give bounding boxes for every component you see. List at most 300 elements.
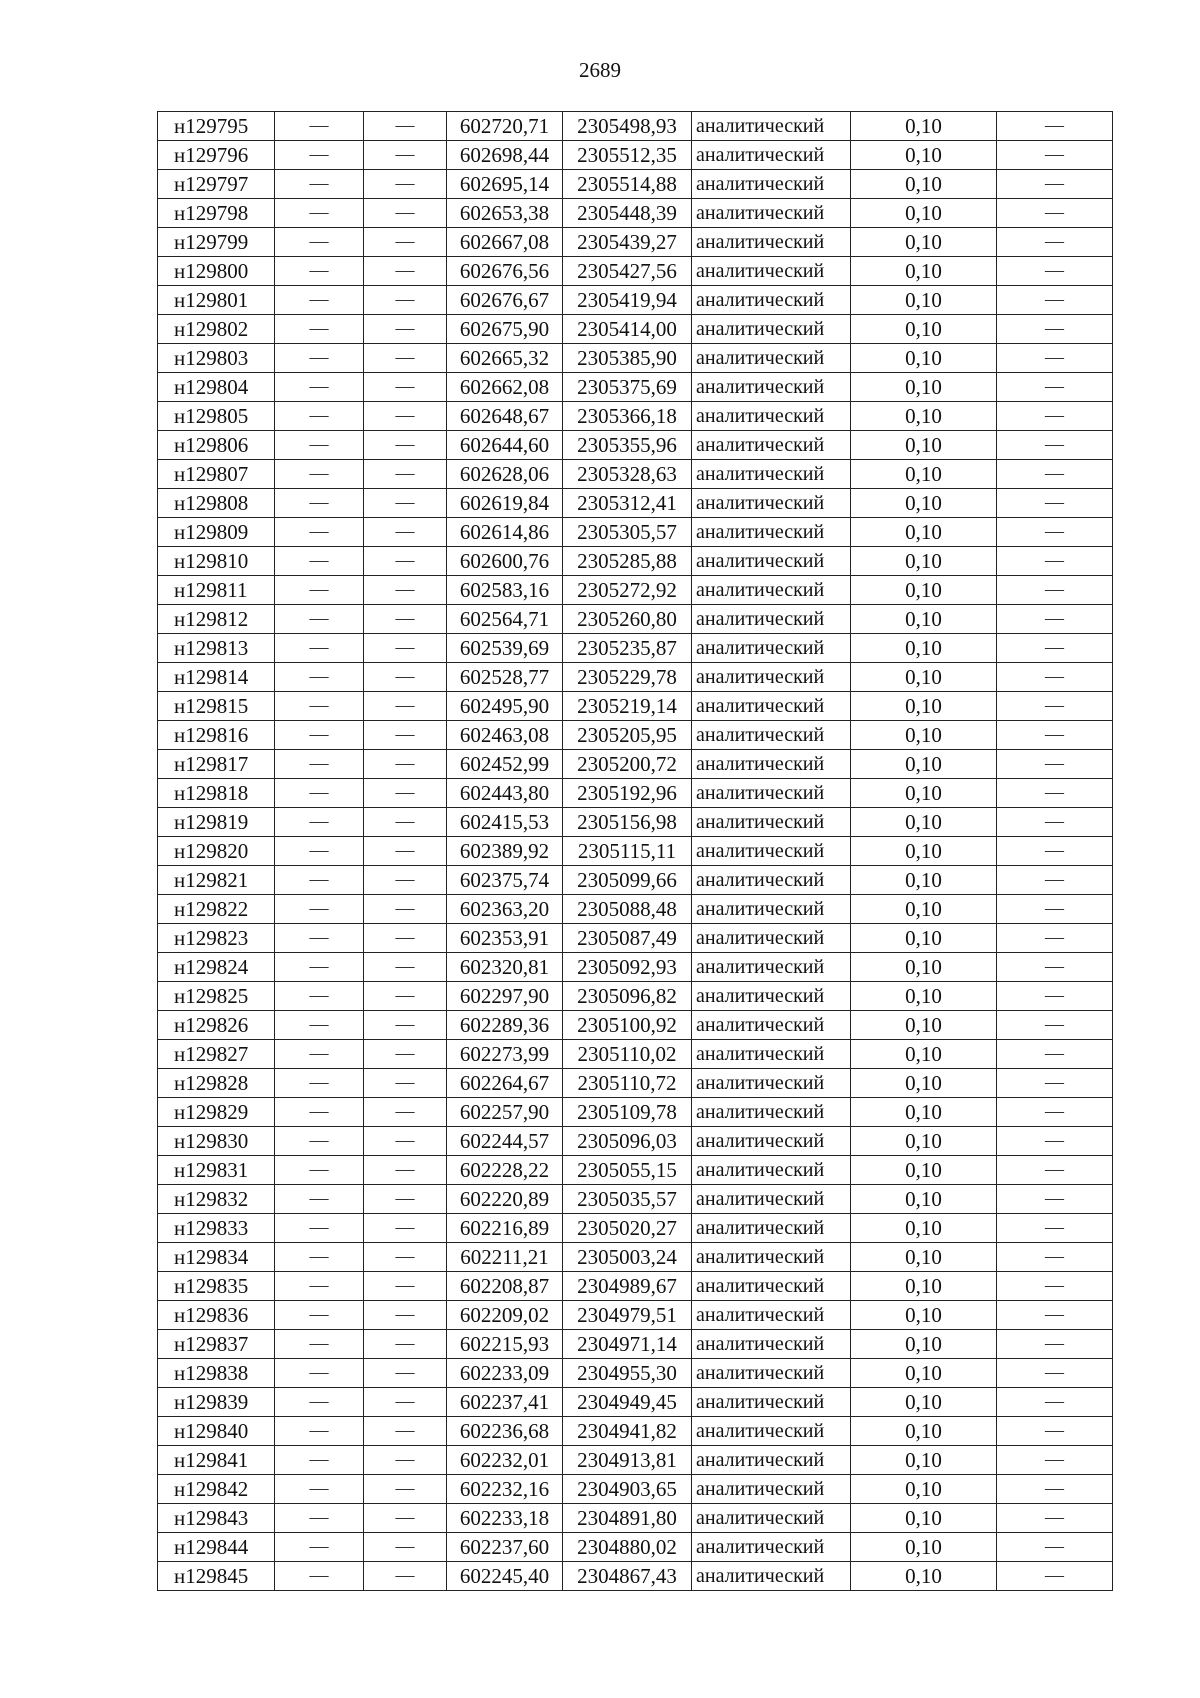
y-coordinate-cell: 2304979,51 xyxy=(563,1301,692,1330)
method-cell: аналитический xyxy=(692,1446,851,1475)
dash-cell: — xyxy=(997,924,1113,953)
point-name-cell: н129810 xyxy=(158,547,275,576)
y-coordinate-cell: 2305514,88 xyxy=(563,170,692,199)
x-coordinate-cell: 602720,71 xyxy=(447,112,563,141)
x-coordinate-cell: 602220,89 xyxy=(447,1185,563,1214)
accuracy-cell: 0,10 xyxy=(851,837,997,866)
dash-cell: — xyxy=(275,866,364,895)
dash-cell: — xyxy=(364,518,447,547)
point-name-cell: н129825 xyxy=(158,982,275,1011)
dash-cell: — xyxy=(275,170,364,199)
dash-cell: — xyxy=(997,750,1113,779)
method-cell: аналитический xyxy=(692,1301,851,1330)
dash-cell: — xyxy=(997,692,1113,721)
y-coordinate-cell: 2305260,80 xyxy=(563,605,692,634)
y-coordinate-cell: 2305110,72 xyxy=(563,1069,692,1098)
dash-cell: — xyxy=(364,547,447,576)
dash-cell: — xyxy=(997,1127,1113,1156)
dash-cell: — xyxy=(275,1446,364,1475)
point-name-cell: н129838 xyxy=(158,1359,275,1388)
dash-cell: — xyxy=(275,1185,364,1214)
dash-cell: — xyxy=(275,837,364,866)
dash-cell: — xyxy=(364,170,447,199)
method-cell: аналитический xyxy=(692,808,851,837)
method-cell: аналитический xyxy=(692,547,851,576)
dash-cell: — xyxy=(997,1446,1113,1475)
point-name-cell: н129836 xyxy=(158,1301,275,1330)
dash-cell: — xyxy=(364,982,447,1011)
dash-cell: — xyxy=(997,518,1113,547)
point-name-cell: н129840 xyxy=(158,1417,275,1446)
dash-cell: — xyxy=(275,982,364,1011)
point-name-cell: н129839 xyxy=(158,1388,275,1417)
dash-cell: — xyxy=(364,576,447,605)
dash-cell: — xyxy=(275,1417,364,1446)
dash-cell: — xyxy=(997,1504,1113,1533)
dash-cell: — xyxy=(997,1011,1113,1040)
accuracy-cell: 0,10 xyxy=(851,605,997,634)
x-coordinate-cell: 602452,99 xyxy=(447,750,563,779)
accuracy-cell: 0,10 xyxy=(851,228,997,257)
y-coordinate-cell: 2304880,02 xyxy=(563,1533,692,1562)
point-name-cell: н129801 xyxy=(158,286,275,315)
y-coordinate-cell: 2305020,27 xyxy=(563,1214,692,1243)
x-coordinate-cell: 602236,68 xyxy=(447,1417,563,1446)
point-name-cell: н129845 xyxy=(158,1562,275,1591)
dash-cell: — xyxy=(364,1446,447,1475)
dash-cell: — xyxy=(997,1272,1113,1301)
y-coordinate-cell: 2305448,39 xyxy=(563,199,692,228)
method-cell: аналитический xyxy=(692,489,851,518)
dash-cell: — xyxy=(997,373,1113,402)
table-row xyxy=(158,1301,1113,1330)
dash-cell: — xyxy=(364,692,447,721)
point-name-cell: н129813 xyxy=(158,634,275,663)
dash-cell: — xyxy=(364,431,447,460)
dash-cell: — xyxy=(275,373,364,402)
x-coordinate-cell: 602208,87 xyxy=(447,1272,563,1301)
method-cell: аналитический xyxy=(692,895,851,924)
x-coordinate-cell: 602228,22 xyxy=(447,1156,563,1185)
method-cell: аналитический xyxy=(692,1475,851,1504)
y-coordinate-cell: 2305366,18 xyxy=(563,402,692,431)
accuracy-cell: 0,10 xyxy=(851,518,997,547)
method-cell: аналитический xyxy=(692,634,851,663)
dash-cell: — xyxy=(997,1359,1113,1388)
method-cell: аналитический xyxy=(692,1388,851,1417)
table-row xyxy=(158,1330,1113,1359)
dash-cell: — xyxy=(997,1301,1113,1330)
x-coordinate-cell: 602698,44 xyxy=(447,141,563,170)
point-name-cell: н129800 xyxy=(158,257,275,286)
point-name-cell: н129804 xyxy=(158,373,275,402)
method-cell: аналитический xyxy=(692,663,851,692)
table-row xyxy=(158,1098,1113,1127)
dash-cell: — xyxy=(997,1069,1113,1098)
method-cell: аналитический xyxy=(692,141,851,170)
point-name-cell: н129818 xyxy=(158,779,275,808)
dash-cell: — xyxy=(275,1127,364,1156)
dash-cell: — xyxy=(997,460,1113,489)
point-name-cell: н129844 xyxy=(158,1533,275,1562)
dash-cell: — xyxy=(364,460,447,489)
accuracy-cell: 0,10 xyxy=(851,750,997,779)
y-coordinate-cell: 2305096,82 xyxy=(563,982,692,1011)
dash-cell: — xyxy=(364,286,447,315)
dash-cell: — xyxy=(275,489,364,518)
accuracy-cell: 0,10 xyxy=(851,1562,997,1591)
point-name-cell: н129832 xyxy=(158,1185,275,1214)
accuracy-cell: 0,10 xyxy=(851,1504,997,1533)
dash-cell: — xyxy=(997,141,1113,170)
y-coordinate-cell: 2305035,57 xyxy=(563,1185,692,1214)
method-cell: аналитический xyxy=(692,228,851,257)
y-coordinate-cell: 2305092,93 xyxy=(563,953,692,982)
x-coordinate-cell: 602463,08 xyxy=(447,721,563,750)
dash-cell: — xyxy=(364,1098,447,1127)
dash-cell: — xyxy=(997,1417,1113,1446)
table-row xyxy=(158,1533,1113,1562)
dash-cell: — xyxy=(275,1388,364,1417)
point-name-cell: н129833 xyxy=(158,1214,275,1243)
x-coordinate-cell: 602289,36 xyxy=(447,1011,563,1040)
dash-cell: — xyxy=(275,634,364,663)
method-cell: аналитический xyxy=(692,1040,851,1069)
method-cell: аналитический xyxy=(692,953,851,982)
x-coordinate-cell: 602539,69 xyxy=(447,634,563,663)
table-row xyxy=(158,895,1113,924)
dash-cell: — xyxy=(275,953,364,982)
table-row xyxy=(158,1127,1113,1156)
accuracy-cell: 0,10 xyxy=(851,344,997,373)
method-cell: аналитический xyxy=(692,837,851,866)
point-name-cell: н129842 xyxy=(158,1475,275,1504)
x-coordinate-cell: 602363,20 xyxy=(447,895,563,924)
dash-cell: — xyxy=(275,315,364,344)
point-name-cell: н129811 xyxy=(158,576,275,605)
method-cell: аналитический xyxy=(692,1330,851,1359)
dash-cell: — xyxy=(275,895,364,924)
x-coordinate-cell: 602675,90 xyxy=(447,315,563,344)
dash-cell: — xyxy=(364,1504,447,1533)
method-cell: аналитический xyxy=(692,605,851,634)
table-row xyxy=(158,779,1113,808)
x-coordinate-cell: 602233,09 xyxy=(447,1359,563,1388)
method-cell: аналитический xyxy=(692,924,851,953)
method-cell: аналитический xyxy=(692,373,851,402)
y-coordinate-cell: 2304949,45 xyxy=(563,1388,692,1417)
y-coordinate-cell: 2305272,92 xyxy=(563,576,692,605)
method-cell: аналитический xyxy=(692,1504,851,1533)
dash-cell: — xyxy=(364,1011,447,1040)
point-name-cell: н129802 xyxy=(158,315,275,344)
table-row xyxy=(158,286,1113,315)
x-coordinate-cell: 602320,81 xyxy=(447,953,563,982)
point-name-cell: н129829 xyxy=(158,1098,275,1127)
dash-cell: — xyxy=(364,1562,447,1591)
table-row xyxy=(158,170,1113,199)
point-name-cell: н129808 xyxy=(158,489,275,518)
method-cell: аналитический xyxy=(692,692,851,721)
accuracy-cell: 0,10 xyxy=(851,1388,997,1417)
accuracy-cell: 0,10 xyxy=(851,1301,997,1330)
accuracy-cell: 0,10 xyxy=(851,982,997,1011)
x-coordinate-cell: 602443,80 xyxy=(447,779,563,808)
y-coordinate-cell: 2304955,30 xyxy=(563,1359,692,1388)
dash-cell: — xyxy=(275,547,364,576)
point-name-cell: н129796 xyxy=(158,141,275,170)
method-cell: аналитический xyxy=(692,1098,851,1127)
dash-cell: — xyxy=(275,1040,364,1069)
table-body xyxy=(158,112,1113,1591)
dash-cell: — xyxy=(275,692,364,721)
accuracy-cell: 0,10 xyxy=(851,1475,997,1504)
dash-cell: — xyxy=(997,170,1113,199)
accuracy-cell: 0,10 xyxy=(851,1214,997,1243)
dash-cell: — xyxy=(997,1562,1113,1591)
point-name-cell: н129795 xyxy=(158,112,275,141)
dash-cell: — xyxy=(997,1533,1113,1562)
table-row xyxy=(158,1272,1113,1301)
x-coordinate-cell: 602564,71 xyxy=(447,605,563,634)
table-row xyxy=(158,228,1113,257)
accuracy-cell: 0,10 xyxy=(851,489,997,518)
dash-cell: — xyxy=(364,605,447,634)
point-name-cell: н129822 xyxy=(158,895,275,924)
method-cell: аналитический xyxy=(692,1069,851,1098)
point-name-cell: н129815 xyxy=(158,692,275,721)
dash-cell: — xyxy=(275,808,364,837)
method-cell: аналитический xyxy=(692,1417,851,1446)
y-coordinate-cell: 2305219,14 xyxy=(563,692,692,721)
dash-cell: — xyxy=(997,1243,1113,1272)
dash-cell: — xyxy=(997,315,1113,344)
accuracy-cell: 0,10 xyxy=(851,1127,997,1156)
table-row xyxy=(158,1446,1113,1475)
dash-cell: — xyxy=(275,1562,364,1591)
dash-cell: — xyxy=(364,808,447,837)
dash-cell: — xyxy=(997,605,1113,634)
dash-cell: — xyxy=(364,1272,447,1301)
dash-cell: — xyxy=(364,663,447,692)
method-cell: аналитический xyxy=(692,1127,851,1156)
point-name-cell: н129812 xyxy=(158,605,275,634)
x-coordinate-cell: 602244,57 xyxy=(447,1127,563,1156)
table-row xyxy=(158,692,1113,721)
point-name-cell: н129809 xyxy=(158,518,275,547)
method-cell: аналитический xyxy=(692,721,851,750)
y-coordinate-cell: 2304913,81 xyxy=(563,1446,692,1475)
dash-cell: — xyxy=(997,982,1113,1011)
dash-cell: — xyxy=(997,431,1113,460)
x-coordinate-cell: 602264,67 xyxy=(447,1069,563,1098)
method-cell: аналитический xyxy=(692,1533,851,1562)
dash-cell: — xyxy=(997,866,1113,895)
y-coordinate-cell: 2305205,95 xyxy=(563,721,692,750)
table-row xyxy=(158,1504,1113,1533)
x-coordinate-cell: 602216,89 xyxy=(447,1214,563,1243)
accuracy-cell: 0,10 xyxy=(851,199,997,228)
method-cell: аналитический xyxy=(692,1243,851,1272)
point-name-cell: н129816 xyxy=(158,721,275,750)
x-coordinate-cell: 602676,56 xyxy=(447,257,563,286)
table-row xyxy=(158,576,1113,605)
dash-cell: — xyxy=(997,112,1113,141)
x-coordinate-cell: 602653,38 xyxy=(447,199,563,228)
method-cell: аналитический xyxy=(692,315,851,344)
accuracy-cell: 0,10 xyxy=(851,1272,997,1301)
table-row xyxy=(158,1011,1113,1040)
dash-cell: — xyxy=(997,576,1113,605)
dash-cell: — xyxy=(997,257,1113,286)
accuracy-cell: 0,10 xyxy=(851,663,997,692)
method-cell: аналитический xyxy=(692,982,851,1011)
dash-cell: — xyxy=(364,112,447,141)
table-row xyxy=(158,547,1113,576)
y-coordinate-cell: 2305200,72 xyxy=(563,750,692,779)
y-coordinate-cell: 2305235,87 xyxy=(563,634,692,663)
accuracy-cell: 0,10 xyxy=(851,170,997,199)
dash-cell: — xyxy=(364,1069,447,1098)
dash-cell: — xyxy=(275,344,364,373)
x-coordinate-cell: 602375,74 xyxy=(447,866,563,895)
dash-cell: — xyxy=(364,489,447,518)
x-coordinate-cell: 602665,32 xyxy=(447,344,563,373)
dash-cell: — xyxy=(997,634,1113,663)
method-cell: аналитический xyxy=(692,286,851,315)
method-cell: аналитический xyxy=(692,1011,851,1040)
dash-cell: — xyxy=(275,1214,364,1243)
accuracy-cell: 0,10 xyxy=(851,315,997,344)
table-row xyxy=(158,866,1113,895)
table-row xyxy=(158,1040,1113,1069)
table-row xyxy=(158,1156,1113,1185)
dash-cell: — xyxy=(275,663,364,692)
page-number: 2689 xyxy=(579,58,621,82)
table-row xyxy=(158,1388,1113,1417)
table-row xyxy=(158,953,1113,982)
method-cell: аналитический xyxy=(692,866,851,895)
accuracy-cell: 0,10 xyxy=(851,721,997,750)
method-cell: аналитический xyxy=(692,779,851,808)
dash-cell: — xyxy=(275,286,364,315)
y-coordinate-cell: 2305096,03 xyxy=(563,1127,692,1156)
method-cell: аналитический xyxy=(692,344,851,373)
method-cell: аналитический xyxy=(692,112,851,141)
dash-cell: — xyxy=(364,721,447,750)
dash-cell: — xyxy=(364,1214,447,1243)
accuracy-cell: 0,10 xyxy=(851,1446,997,1475)
dash-cell: — xyxy=(364,1475,447,1504)
table-row xyxy=(158,1359,1113,1388)
y-coordinate-cell: 2304989,67 xyxy=(563,1272,692,1301)
x-coordinate-cell: 602237,41 xyxy=(447,1388,563,1417)
method-cell: аналитический xyxy=(692,576,851,605)
accuracy-cell: 0,10 xyxy=(851,1417,997,1446)
dash-cell: — xyxy=(364,344,447,373)
y-coordinate-cell: 2305419,94 xyxy=(563,286,692,315)
accuracy-cell: 0,10 xyxy=(851,953,997,982)
accuracy-cell: 0,10 xyxy=(851,1185,997,1214)
point-name-cell: н129826 xyxy=(158,1011,275,1040)
dash-cell: — xyxy=(275,924,364,953)
accuracy-cell: 0,10 xyxy=(851,431,997,460)
dash-cell: — xyxy=(275,431,364,460)
table-row xyxy=(158,750,1113,779)
accuracy-cell: 0,10 xyxy=(851,1243,997,1272)
table-row xyxy=(158,663,1113,692)
dash-cell: — xyxy=(275,1272,364,1301)
y-coordinate-cell: 2305192,96 xyxy=(563,779,692,808)
dash-cell: — xyxy=(997,953,1113,982)
x-coordinate-cell: 602257,90 xyxy=(447,1098,563,1127)
point-name-cell: н129814 xyxy=(158,663,275,692)
dash-cell: — xyxy=(364,837,447,866)
dash-cell: — xyxy=(364,1127,447,1156)
y-coordinate-cell: 2304971,14 xyxy=(563,1330,692,1359)
y-coordinate-cell: 2304891,80 xyxy=(563,1504,692,1533)
dash-cell: — xyxy=(997,199,1113,228)
accuracy-cell: 0,10 xyxy=(851,547,997,576)
dash-cell: — xyxy=(275,1330,364,1359)
y-coordinate-cell: 2305055,15 xyxy=(563,1156,692,1185)
dash-cell: — xyxy=(997,286,1113,315)
dash-cell: — xyxy=(275,605,364,634)
y-coordinate-cell: 2304941,82 xyxy=(563,1417,692,1446)
accuracy-cell: 0,10 xyxy=(851,141,997,170)
point-name-cell: н129828 xyxy=(158,1069,275,1098)
dash-cell: — xyxy=(364,634,447,663)
y-coordinate-cell: 2305427,56 xyxy=(563,257,692,286)
method-cell: аналитический xyxy=(692,460,851,489)
dash-cell: — xyxy=(997,779,1113,808)
table-row xyxy=(158,808,1113,837)
dash-cell: — xyxy=(364,257,447,286)
dash-cell: — xyxy=(275,1011,364,1040)
dash-cell: — xyxy=(364,141,447,170)
method-cell: аналитический xyxy=(692,1272,851,1301)
x-coordinate-cell: 602245,40 xyxy=(447,1562,563,1591)
accuracy-cell: 0,10 xyxy=(851,576,997,605)
point-name-cell: н129827 xyxy=(158,1040,275,1069)
dash-cell: — xyxy=(275,460,364,489)
dash-cell: — xyxy=(997,489,1113,518)
dash-cell: — xyxy=(364,895,447,924)
point-name-cell: н129807 xyxy=(158,460,275,489)
point-name-cell: н129803 xyxy=(158,344,275,373)
y-coordinate-cell: 2305109,78 xyxy=(563,1098,692,1127)
table-row xyxy=(158,721,1113,750)
method-cell: аналитический xyxy=(692,518,851,547)
dash-cell: — xyxy=(275,1098,364,1127)
y-coordinate-cell: 2305003,24 xyxy=(563,1243,692,1272)
table-row xyxy=(158,837,1113,866)
accuracy-cell: 0,10 xyxy=(851,112,997,141)
dash-cell: — xyxy=(275,141,364,170)
accuracy-cell: 0,10 xyxy=(851,373,997,402)
x-coordinate-cell: 602273,99 xyxy=(447,1040,563,1069)
y-coordinate-cell: 2305156,98 xyxy=(563,808,692,837)
y-coordinate-cell: 2305385,90 xyxy=(563,344,692,373)
x-coordinate-cell: 602209,02 xyxy=(447,1301,563,1330)
accuracy-cell: 0,10 xyxy=(851,1330,997,1359)
y-coordinate-cell: 2305312,41 xyxy=(563,489,692,518)
method-cell: аналитический xyxy=(692,257,851,286)
accuracy-cell: 0,10 xyxy=(851,1011,997,1040)
point-name-cell: н129797 xyxy=(158,170,275,199)
dash-cell: — xyxy=(364,1301,447,1330)
table-row xyxy=(158,1562,1113,1591)
